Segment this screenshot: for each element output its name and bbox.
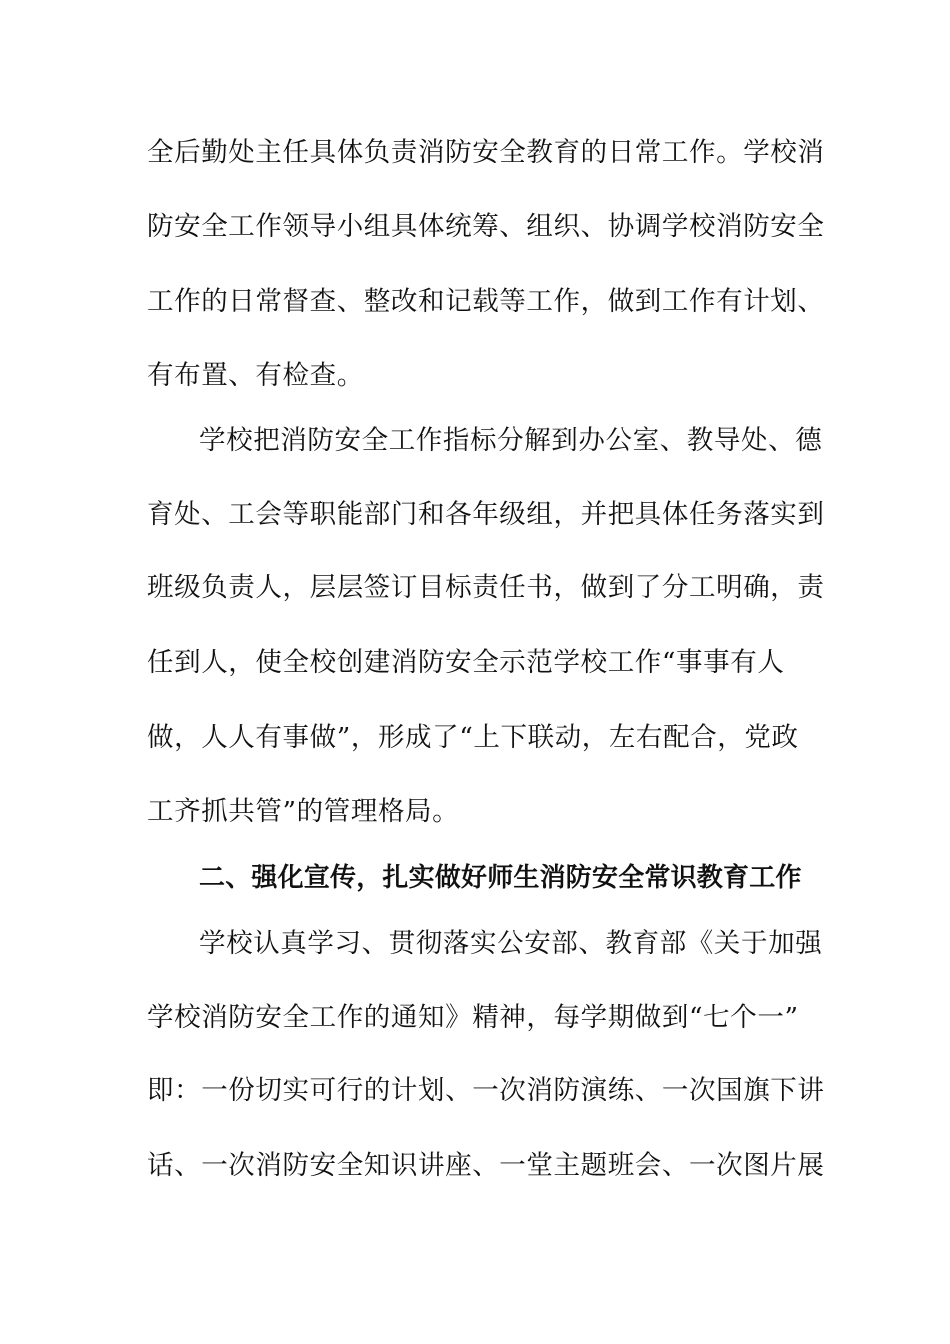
paragraph-line: 防安全工作领导小组具体统筹、组织、协调学校消防安全 bbox=[147, 211, 825, 242]
paragraph-line: 话、一次消防安全知识讲座、一堂主题班会、一次图片展 bbox=[147, 1150, 825, 1181]
section-heading: 二、强化宣传，扎实做好师生消防安全常识教育工作 bbox=[199, 863, 802, 893]
paragraph-line: 有布置、有检查。 bbox=[147, 360, 364, 391]
paragraph-line: 育处、工会等职能部门和各年级组，并把具体任务落实到 bbox=[147, 499, 825, 530]
paragraph-line: 工齐抓共管”的管理格局。 bbox=[147, 796, 460, 827]
paragraph-line: 全后勤处主任具体负责消防安全教育的日常工作。学校消 bbox=[147, 137, 825, 168]
paragraph-line: 学校消防安全工作的通知》精神，每学期做到“七个一” bbox=[147, 1002, 799, 1033]
paragraph-line: 做，人人有事做”，形成了“上下联动，左右配合，党政 bbox=[147, 722, 799, 753]
paragraph-line: 工作的日常督查、整改和记载等工作，做到工作有计划、 bbox=[147, 286, 825, 317]
paragraph-line: 即：一份切实可行的计划、一次消防演练、一次国旗下讲 bbox=[147, 1075, 825, 1106]
paragraph-line: 任到人，使全校创建消防安全示范学校工作“事事有人 bbox=[147, 647, 785, 678]
paragraph-line: 班级负责人，层层签订目标责任书，做到了分工明确，责 bbox=[147, 572, 825, 603]
paragraph-first-line: 学校认真学习、贯彻落实公安部、教育部《关于加强 bbox=[199, 928, 823, 959]
paragraph-first-line: 学校把消防安全工作指标分解到办公室、教导处、德 bbox=[199, 425, 823, 456]
